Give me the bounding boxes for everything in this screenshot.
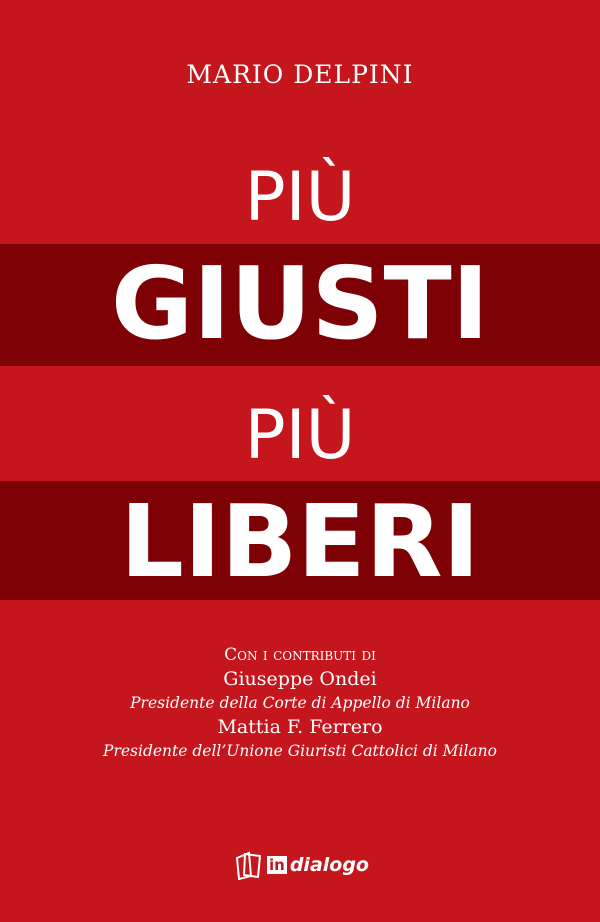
contributors-block [0,644,600,762]
publisher-logo-box: in [269,856,285,874]
contributors-intro: Con i contributi di [224,645,376,665]
title-line-1: PIÙ [244,158,356,237]
contributor-name: Giuseppe Ondei [223,668,377,690]
author-name: MARIO DELPINI [186,60,414,89]
contributor-role: Presidente della Corte di Appello di Milano [130,694,470,712]
title-line-2: GIUSTI [111,245,489,362]
contributor-name: Mattia F. Ferrero [217,716,383,738]
title-line-4: LIBERI [120,483,480,600]
title-line-3: PIÙ [244,396,356,475]
publisher-logo-word: dialogo [289,854,369,876]
publisher-logo [234,848,369,882]
contributor-role: Presidente dell’Unione Giuristi Cattolici di Milano [103,742,497,760]
publisher-logo-icon [234,850,264,880]
